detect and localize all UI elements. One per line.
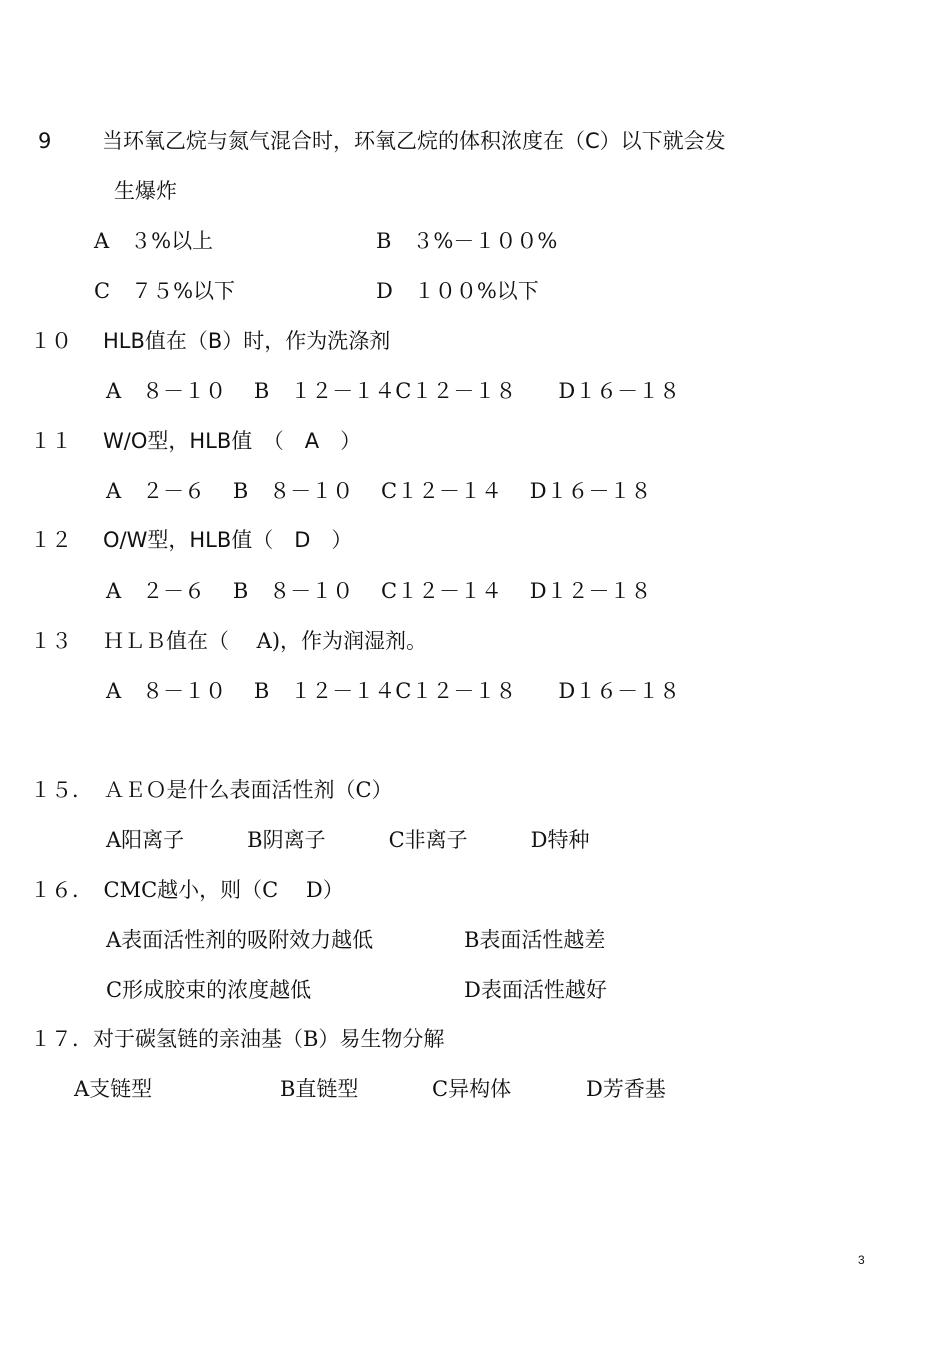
- page-number: 3: [858, 1253, 865, 1267]
- q17-option-d: D芳香基: [586, 1077, 666, 1101]
- q11-text: W/O型，HLB值 （ A ）: [103, 429, 362, 453]
- q12-number: １２: [30, 528, 72, 552]
- q17-option-a: A支链型: [74, 1077, 153, 1101]
- q16-option-d: D表面活性越好: [464, 978, 607, 1002]
- q13-options: A ８－１０ B １２－１４C１２－１８ D１６－１８: [106, 679, 681, 703]
- q9-text: 当环氧乙烷与氮气混合时，环氧乙烷的体积浓度在（C）以下就会发: [102, 129, 726, 153]
- q16-option-a: A表面活性剂的吸附效力越低: [106, 928, 374, 952]
- q16-text: １６． CMC越小，则（C D）: [30, 878, 344, 902]
- q9-option-c: C ７５%以下: [94, 279, 236, 303]
- q12-text: O/W型，HLB值（ D ）: [103, 528, 353, 552]
- q9-option-b: B ３%－１００%: [376, 229, 558, 253]
- q13-number: １３: [30, 629, 72, 653]
- q9-option-a: A ３%以上: [94, 229, 214, 253]
- q9-text-continued: 生爆炸: [114, 179, 177, 203]
- q16-option-b: B表面活性越差: [464, 928, 606, 952]
- q10-text: HLB值在（B）时，作为洗涤剂: [103, 329, 391, 353]
- q12-options: A ２－６ B ８－１０ C１２－１４ D１２－１８: [106, 579, 652, 603]
- q11-options: A ２－６ B ８－１０ C１２－１４ D１６－１８: [106, 479, 652, 503]
- q15-options: A阳离子 B阴离子 C非离子 D特种: [106, 828, 590, 852]
- q9-option-d: D １００%以下: [376, 279, 539, 303]
- q17-text: １７．对于碳氢链的亲油基（B）易生物分解: [30, 1027, 445, 1051]
- q11-number: １１: [30, 429, 72, 453]
- q17-option-b: B直链型: [280, 1077, 359, 1101]
- q10-options: A ８－１０ B １２－１４C１２－１８ D１６－１８: [106, 379, 681, 403]
- q10-number: １０: [30, 329, 72, 353]
- q17-option-c: C异构体: [432, 1077, 512, 1101]
- q13-text: ＨＬＢ值在（ A)，作为润湿剂。: [103, 629, 428, 653]
- q15-text: １５． ＡＥＯ是什么表面活性剂（C）: [30, 778, 393, 802]
- q16-option-c: C形成胶束的浓度越低: [106, 978, 312, 1002]
- q9-number: 9: [38, 129, 52, 153]
